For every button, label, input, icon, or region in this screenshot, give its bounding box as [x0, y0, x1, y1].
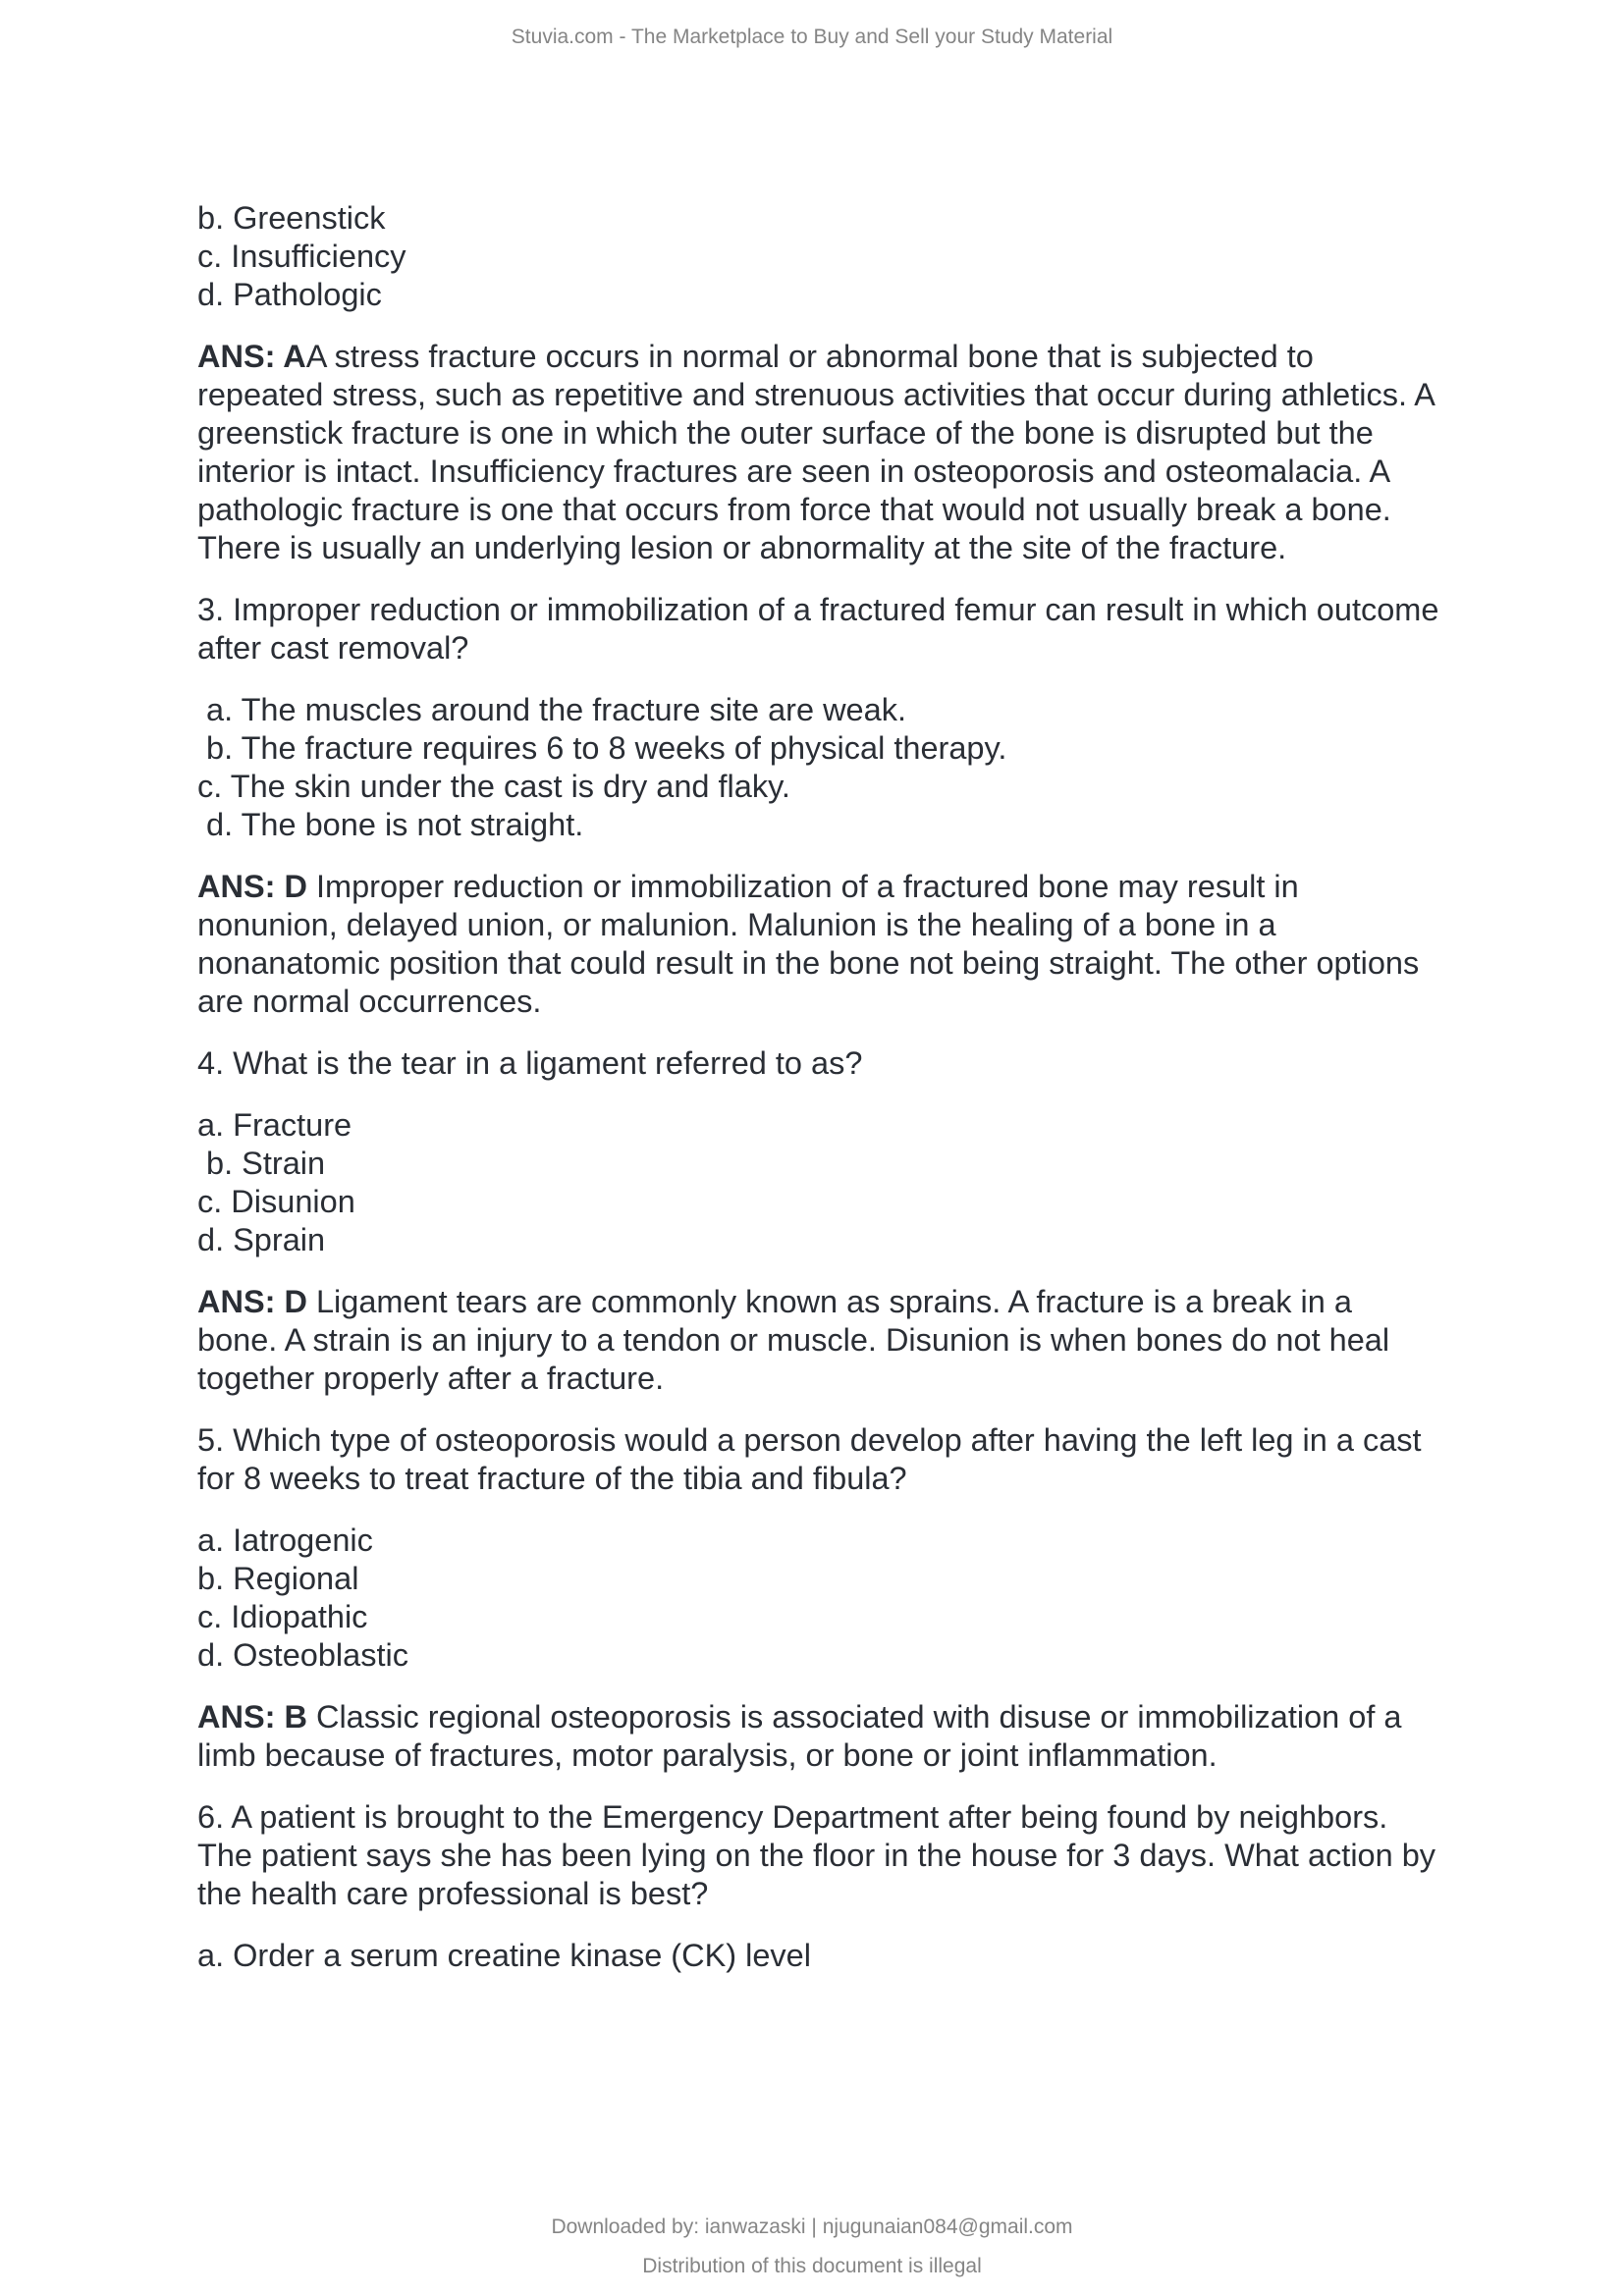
option-item — [197, 729, 1493, 768]
option-item — [197, 691, 1493, 729]
document-body — [197, 199, 1493, 1999]
text-line — [197, 338, 1493, 376]
option-item — [197, 806, 1493, 844]
text-line — [197, 1044, 1493, 1083]
line-text: greenstick fracture is one in which the outer surface of the bone is disrupted but the — [197, 415, 1374, 451]
question-text — [197, 1421, 1493, 1498]
text-line — [197, 1698, 1493, 1736]
line-text: b. Greenstick — [197, 200, 386, 236]
line-text: d. The bone is not straight. — [197, 807, 584, 842]
answer-explanation — [197, 1283, 1493, 1398]
text-line — [197, 1321, 1493, 1360]
line-text: The patient says she has been lying on the floor in the house for 3 days. What action by — [197, 1838, 1436, 1873]
footer-downloaded-by: Downloaded by: ianwazaski | njugunaian084@gmail.com — [551, 2216, 1073, 2238]
line-text: repeated stress, such as repetitive and strenuous activities that occur during athletics. A — [197, 377, 1435, 412]
line-text: limb because of fractures, motor paralysis, or bone or joint inflammation. — [197, 1737, 1218, 1773]
line-text: 6. A patient is brought to the Emergency Department after being found by neighbors. — [197, 1799, 1388, 1835]
line-text: b. Strain — [197, 1146, 326, 1181]
line-text: c. Insufficiency — [197, 239, 406, 274]
text-line — [197, 906, 1493, 944]
line-text: d. Sprain — [197, 1222, 326, 1257]
line-text: 5. Which type of osteoporosis would a person develop after having the left leg in a cast — [197, 1422, 1422, 1458]
text-line — [197, 529, 1493, 567]
line-text: nonanatomic position that could result in the bone not being straight. The other options — [197, 945, 1420, 981]
line-text: a. The muscles around the fracture site are weak. — [197, 692, 906, 727]
line-text: b. The fracture requires 6 to 8 weeks of physical therapy. — [197, 730, 1007, 766]
option-item — [197, 1636, 1493, 1675]
answer-explanation — [197, 338, 1493, 567]
option-item — [197, 238, 1493, 276]
text-line — [197, 376, 1493, 414]
text-line — [197, 1837, 1493, 1875]
line-text: Ligament tears are commonly known as sprains. A fracture is a break in a — [306, 1284, 1352, 1319]
line-text: a. Order a serum creatine kinase (CK) level — [197, 1938, 811, 1973]
line-text: for 8 weeks to treat fracture of the tibia and fibula? — [197, 1461, 907, 1496]
option-item — [197, 1106, 1493, 1145]
line-text: a. Iatrogenic — [197, 1522, 373, 1558]
question-text — [197, 1044, 1493, 1083]
line-text: 3. Improper reduction or immobilization of a fractured femur can result in which outcome — [197, 592, 1439, 627]
text-line — [197, 944, 1493, 983]
text-line — [197, 1421, 1493, 1460]
option-item — [197, 1221, 1493, 1259]
answer-options — [197, 199, 1493, 314]
text-line — [197, 591, 1493, 629]
line-text: a. Fracture — [197, 1107, 352, 1143]
line-text: d. Osteoblastic — [197, 1637, 408, 1673]
answer-key: ANS: B — [197, 1699, 307, 1735]
answer-options — [197, 1522, 1493, 1675]
line-text: the health care professional is best? — [197, 1876, 709, 1911]
text-line — [197, 983, 1493, 1021]
answer-options — [197, 1937, 1493, 1975]
answer-explanation — [197, 1698, 1493, 1775]
answer-options — [197, 691, 1493, 844]
answer-options — [197, 1106, 1493, 1259]
option-item — [197, 1560, 1493, 1598]
line-text: Classic regional osteoporosis is associated with disuse or immobilization of a — [306, 1699, 1402, 1735]
option-item — [197, 276, 1493, 314]
text-line — [197, 1736, 1493, 1775]
footer-notice: Distribution of this document is illegal — [642, 2255, 982, 2277]
text-line — [197, 868, 1493, 906]
answer-key: ANS: D — [197, 869, 307, 904]
text-line — [197, 1460, 1493, 1498]
line-text: Improper reduction or immobilization of a fractured bone may result in — [306, 869, 1299, 904]
line-text: bone. A strain is an injury to a tendon or muscle. Disunion is when bones do not heal — [197, 1322, 1390, 1358]
option-item — [197, 1522, 1493, 1560]
line-text: A stress fracture occurs in normal or abnormal bone that is subjected to — [305, 339, 1314, 374]
text-line — [197, 414, 1493, 453]
text-line — [197, 1283, 1493, 1321]
line-text: nonunion, delayed union, or malunion. Malunion is the healing of a bone in a — [197, 907, 1276, 942]
line-text: interior is intact. Insufficiency fractures are seen in osteoporosis and osteomalacia. A — [197, 454, 1391, 489]
option-item — [197, 768, 1493, 806]
text-line — [197, 491, 1493, 529]
line-text: b. Regional — [197, 1561, 359, 1596]
answer-key: ANS: A — [197, 339, 306, 374]
option-item — [197, 199, 1493, 238]
line-text: There is usually an underlying lesion or abnormality at the site of the fracture. — [197, 530, 1287, 565]
line-text: after cast removal? — [197, 630, 469, 666]
question-text — [197, 591, 1493, 667]
line-text: d. Pathologic — [197, 277, 382, 312]
text-line — [197, 1798, 1493, 1837]
option-item — [197, 1145, 1493, 1183]
page-header: Stuvia.com - The Marketplace to Buy and Sell your Study Material — [511, 26, 1113, 48]
line-text: 4. What is the tear in a ligament referred to as? — [197, 1045, 863, 1081]
option-item — [197, 1937, 1493, 1975]
line-text: are normal occurrences. — [197, 984, 542, 1019]
line-text: c. The skin under the cast is dry and flaky. — [197, 769, 790, 804]
question-text — [197, 1798, 1493, 1913]
answer-explanation — [197, 868, 1493, 1021]
text-line — [197, 1360, 1493, 1398]
option-item — [197, 1598, 1493, 1636]
line-text: pathologic fracture is one that occurs from force that would not usually break a bone. — [197, 492, 1391, 527]
text-line — [197, 629, 1493, 667]
line-text: c. Disunion — [197, 1184, 355, 1219]
text-line — [197, 1875, 1493, 1913]
text-line — [197, 453, 1493, 491]
answer-key: ANS: D — [197, 1284, 307, 1319]
line-text: together properly after a fracture. — [197, 1361, 665, 1396]
line-text: c. Idiopathic — [197, 1599, 368, 1634]
option-item — [197, 1183, 1493, 1221]
